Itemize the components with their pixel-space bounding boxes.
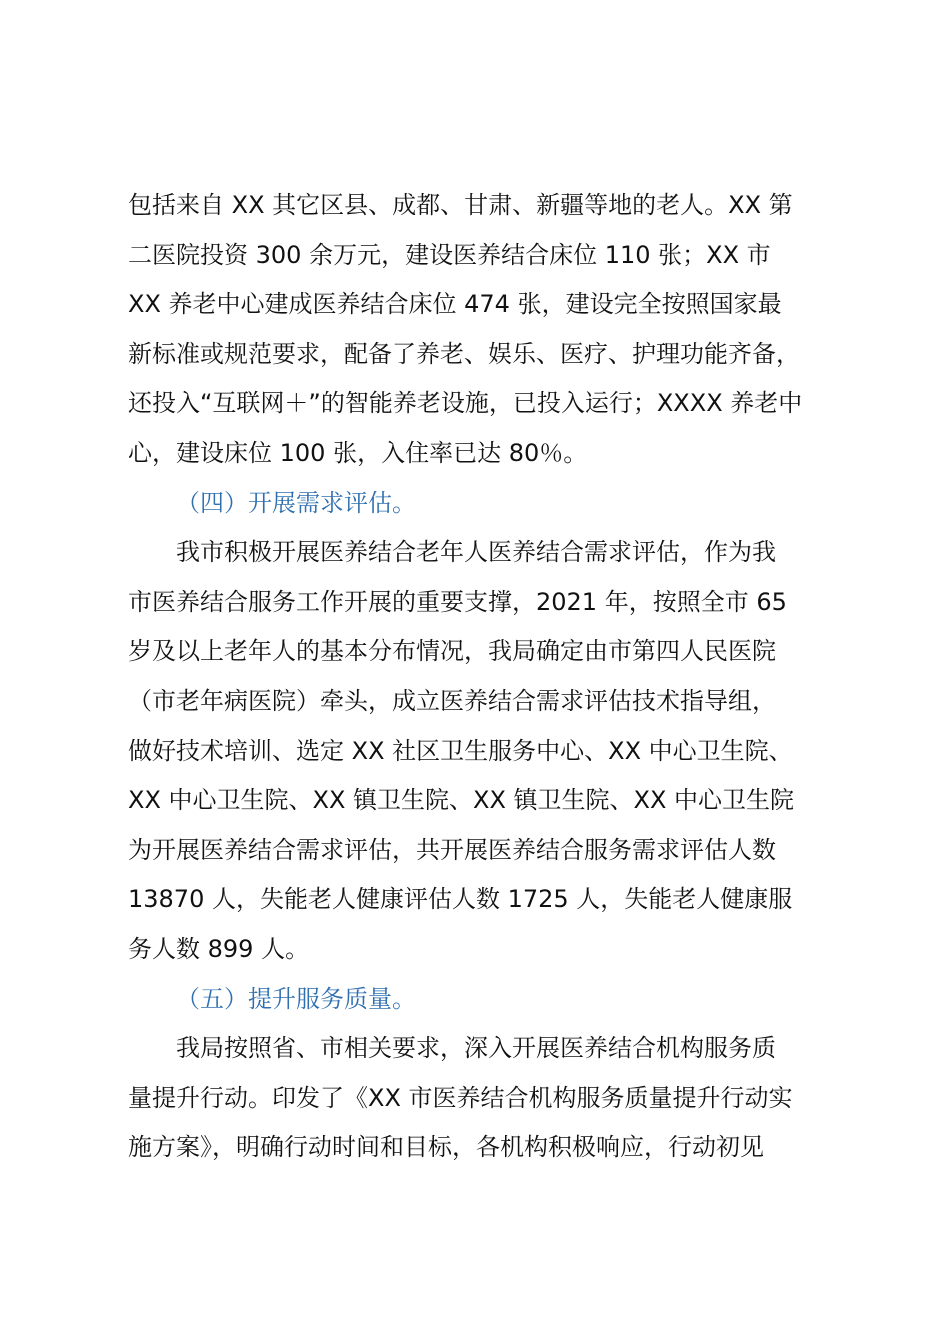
paragraph-needs-assessment: [128, 528, 840, 974]
paragraph-elderly-care-beds: [128, 181, 840, 479]
text-line: XX 中心卫生院、XX 镇卫生院、XX 镇卫生院、XX 中心卫生院: [128, 786, 795, 815]
text-line: 包括来自 XX 其它区县、成都、甘肃、新疆等地的老人。XX 第: [128, 191, 793, 219]
text-line: 务人数 899 人。: [128, 934, 310, 963]
text-line: 还投入“互联网＋”的智能养老设施，已投入运行；XXXX 养老中: [128, 389, 803, 418]
paragraph-service-quality: [128, 1024, 840, 1173]
text-line: 岁及以上老年人的基本分布情况，我局确定由市第四人民医院: [128, 637, 776, 666]
text-line: 我市积极开展医养结合老年人医养结合需求评估，作为我: [176, 538, 776, 567]
text-line: 量提升行动。印发了《XX 市医养结合机构服务质量提升行动实: [128, 1083, 793, 1112]
text-line: XX 养老中心建成医养结合床位 474 张，建设完全按照国家最: [128, 290, 782, 319]
text-line: 新标准或规范要求，配备了养老、娱乐、医疗、护理功能齐备，: [128, 339, 800, 368]
text-line: 二医院投资 300 余万元，建设医养结合床位 110 张；XX 市: [128, 240, 771, 269]
document-body: [128, 181, 840, 1173]
text-line: 13870 人，失能老人健康评估人数 1725 人，失能老人健康服: [128, 885, 793, 914]
text-line: 为开展医养结合需求评估，共开展医养结合服务需求评估人数: [128, 835, 776, 864]
text-line: 市医养结合服务工作开展的重要支撑，2021 年，按照全市 65: [128, 587, 787, 616]
text-line: 施方案》，明确行动时间和目标，各机构积极响应，行动初见: [128, 1133, 764, 1162]
text-line: 我局按照省、市相关要求，深入开展医养结合机构服务质: [176, 1034, 776, 1063]
text-line: 做好技术培训、选定 XX 社区卫生服务中心、XX 中心卫生院、: [128, 736, 793, 765]
text-line: 心，建设床位 100 张，入住率已达 80％。: [128, 438, 588, 467]
text-line: （市老年病医院）牵头，成立医养结合需求评估技术指导组，: [128, 686, 776, 715]
section-heading-needs-assessment: （四）开展需求评估。: [176, 488, 416, 517]
section-heading-service-quality: （五）提升服务质量。: [176, 984, 416, 1013]
